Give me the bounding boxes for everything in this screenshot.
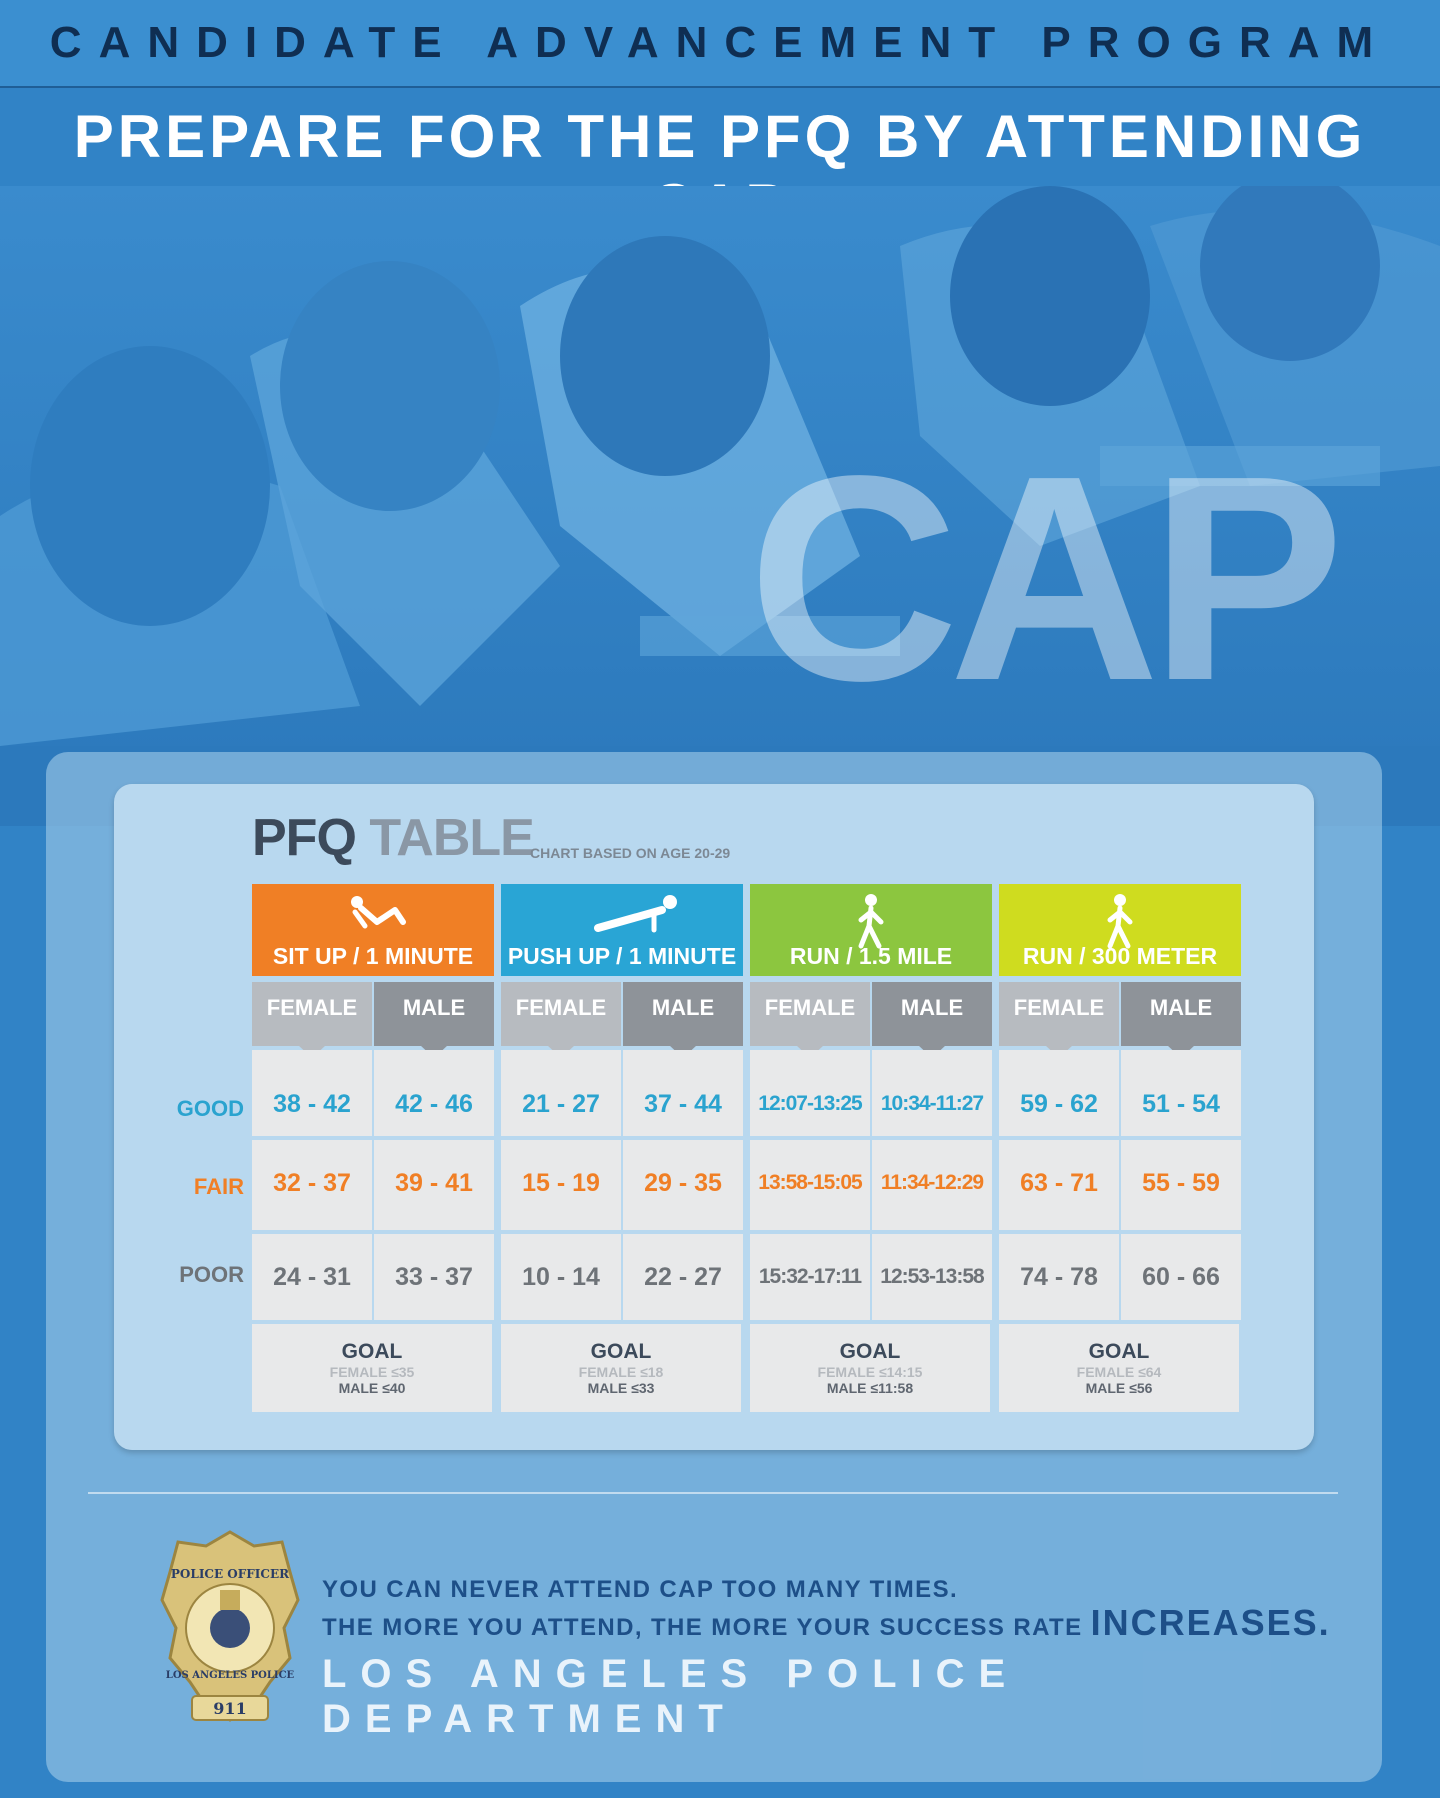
cell-poor: 60 - 66 <box>1121 1234 1241 1320</box>
cell-good: 21 - 27 <box>501 1050 621 1136</box>
cap-overlay-text: CAP <box>748 415 1335 741</box>
department-name: LOS ANGELES POLICE DEPARTMENT <box>322 1652 1020 1741</box>
subheader-female: FEMALE <box>750 982 870 1046</box>
goal-cell <box>750 1324 990 1412</box>
row-label-fair: FAIR <box>193 1174 244 1199</box>
cta-line-2 <box>322 1602 1331 1644</box>
column-label: RUN / 1.5 MILE <box>789 943 953 969</box>
cell-fair: 55 - 59 <box>1121 1140 1241 1230</box>
column-label: RUN / 300 METER <box>1022 943 1218 969</box>
cell-fair: 11:34-12:29 <box>872 1140 992 1230</box>
subheader-male: MALE <box>374 982 494 1046</box>
column-header-sit-up <box>252 884 494 976</box>
goal-label: GOAL <box>341 1340 403 1363</box>
column-label: PUSH UP / 1 MINUTE <box>507 943 737 969</box>
cell-good: 10:34-11:27 <box>872 1050 992 1136</box>
cell-good: 38 - 42 <box>252 1050 372 1136</box>
cell-fair: 13:58-15:05 <box>750 1140 870 1230</box>
cell-good: 42 - 46 <box>374 1050 494 1136</box>
sit-up-icon <box>343 892 407 938</box>
goal-male: MALE ≤40 <box>338 1380 406 1396</box>
goal-female: FEMALE ≤14:15 <box>817 1364 923 1380</box>
cell-fair: 32 - 37 <box>252 1140 372 1230</box>
goal-cell <box>501 1324 741 1412</box>
goal-male: MALE ≤33 <box>587 1380 655 1396</box>
column-label: SIT UP / 1 MINUTE <box>272 943 474 969</box>
svg-text:LOS ANGELES POLICE: LOS ANGELES POLICE <box>165 1670 295 1681</box>
cell-fair: 29 - 35 <box>623 1140 743 1230</box>
table-title <box>252 808 534 868</box>
goal-label: GOAL <box>1088 1340 1150 1363</box>
cta-line-1: YOU CAN NEVER ATTEND CAP TOO MANY TIMES. <box>322 1576 959 1603</box>
headline: PREPARE FOR THE PFQ BY ATTENDING <box>73 103 1367 170</box>
table-title-bold: PFQ <box>252 809 356 867</box>
cta-period: . <box>1318 1602 1331 1643</box>
subheader-male: MALE <box>1121 982 1241 1046</box>
goal-female: FEMALE ≤64 <box>1076 1364 1162 1380</box>
cell-good: 12:07-13:25 <box>750 1050 870 1136</box>
cell-good: 59 - 62 <box>999 1050 1119 1136</box>
column-header-run-300 <box>999 884 1241 976</box>
program-title: CANDIDATE ADVANCEMENT PROGRAM <box>49 18 1391 67</box>
cell-fair: 63 - 71 <box>999 1140 1119 1230</box>
goal-label: GOAL <box>839 1340 901 1363</box>
svg-text:911: 911 <box>213 1699 247 1718</box>
cell-poor: 24 - 31 <box>252 1234 372 1320</box>
cell-good: 51 - 54 <box>1121 1050 1241 1136</box>
subheader-female: FEMALE <box>501 982 621 1046</box>
cell-poor: 22 - 27 <box>623 1234 743 1320</box>
cell-poor: 12:53-13:58 <box>872 1234 992 1320</box>
column-header-run-mile <box>750 884 992 976</box>
cell-poor: 10 - 14 <box>501 1234 621 1320</box>
cell-poor: 74 - 78 <box>999 1234 1119 1320</box>
row-label-poor: POOR <box>179 1262 244 1287</box>
cell-fair: 39 - 41 <box>374 1140 494 1230</box>
cell-poor: 33 - 37 <box>374 1234 494 1320</box>
svg-text:POLICE OFFICER: POLICE OFFICER <box>170 1567 290 1581</box>
subheader-female: FEMALE <box>999 982 1119 1046</box>
lapd-badge-icon <box>158 1528 302 1724</box>
cell-good: 37 - 44 <box>623 1050 743 1136</box>
goal-male: MALE ≤11:58 <box>826 1380 914 1396</box>
divider <box>88 1492 1338 1494</box>
goal-label: GOAL <box>590 1340 652 1363</box>
column-header-push-up <box>501 884 743 976</box>
goal-cell <box>999 1324 1239 1412</box>
push-up-icon <box>592 892 682 938</box>
cell-fair: 15 - 19 <box>501 1140 621 1230</box>
row-label-good: GOOD <box>176 1096 244 1121</box>
cta-line-2-text: THE MORE YOU ATTEND, THE MORE YOUR SUCCESS RATE <box>322 1614 1083 1641</box>
goal-male: MALE ≤56 <box>1085 1380 1153 1396</box>
subheader-female: FEMALE <box>252 982 372 1046</box>
table-title-light: TABLE <box>369 809 534 867</box>
goal-cell <box>252 1324 492 1412</box>
goal-female: FEMALE ≤18 <box>578 1364 664 1380</box>
subheader-male: MALE <box>623 982 743 1046</box>
cell-poor: 15:32-17:11 <box>750 1234 870 1320</box>
cta-emphasis: INCREASES <box>1090 1602 1319 1643</box>
chart-note: CHART BASED ON AGE 20-29 <box>530 845 731 861</box>
goal-female: FEMALE ≤35 <box>329 1364 415 1380</box>
subheader-male: MALE <box>872 982 992 1046</box>
